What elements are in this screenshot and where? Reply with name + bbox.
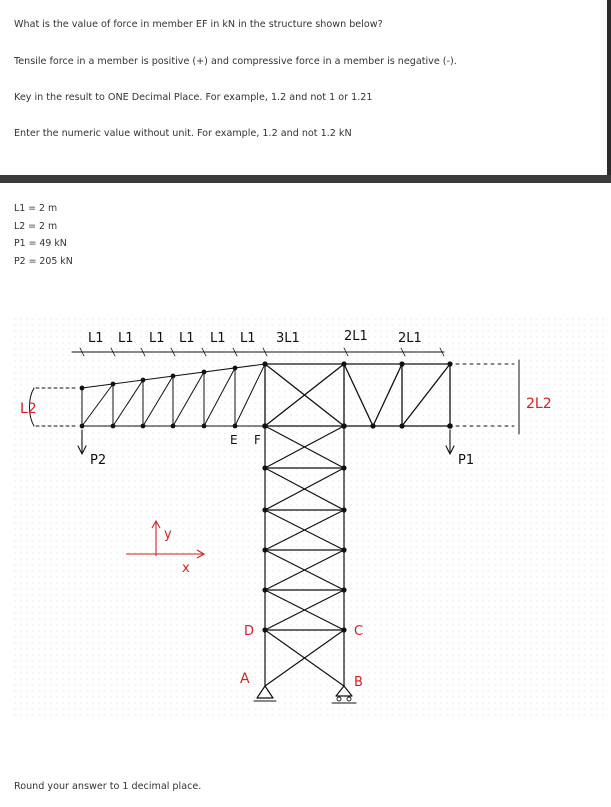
node-F-label: F [254, 433, 261, 447]
dim-label-2: L1 [118, 331, 134, 346]
truss-diagram [14, 318, 604, 718]
section-divider [0, 175, 611, 183]
grid-background [14, 318, 604, 718]
load-right-label: P1 [458, 453, 475, 468]
precision-instruction: Key in the result to ONE Decimal Place. For example, 1.2 and not 1 or 1.21 [14, 92, 373, 103]
axis-x-label: x [182, 561, 190, 576]
axis-y-label: y [164, 527, 172, 542]
dim-label-9: 2L1 [398, 331, 422, 346]
dim-label-7: 3L1 [276, 331, 300, 346]
node-D-label: D [244, 624, 255, 639]
dim-label-8: 2L1 [344, 329, 368, 344]
node-B-label: B [354, 675, 363, 690]
node-E-label: E [230, 433, 238, 447]
node-A-label: A [240, 671, 250, 687]
dim-label-4: L1 [179, 331, 195, 346]
dim-label-3: L1 [149, 331, 165, 346]
truss-figure [14, 318, 604, 718]
node-C-label: C [354, 624, 364, 639]
question-text: What is the value of force in member EF in kN in the structure shown below? [14, 19, 383, 30]
dim-label-6: L1 [240, 331, 256, 346]
dim-label-5: L1 [210, 331, 226, 346]
param-P2: P2 = 205 kN [14, 256, 73, 267]
dim-label-1: L1 [88, 331, 104, 346]
unit-instruction: Enter the numeric value without unit. For example, 1.2 and not 1.2 kN [14, 128, 352, 139]
param-P1: P1 = 49 kN [14, 238, 67, 249]
answer-instruction: Round your answer to 1 decimal place. [14, 781, 202, 792]
sign-convention-text: Tensile force in a member is positive (+) and compressive force in a member is negative (-). [14, 56, 457, 67]
right-height-label: 2L2 [526, 396, 552, 412]
right-border [607, 0, 611, 177]
left-height-label: L2 [20, 401, 37, 417]
param-L1: L1 = 2 m [14, 203, 58, 214]
param-L2: L2 = 2 m [14, 221, 58, 232]
load-left-label: P2 [90, 453, 107, 468]
